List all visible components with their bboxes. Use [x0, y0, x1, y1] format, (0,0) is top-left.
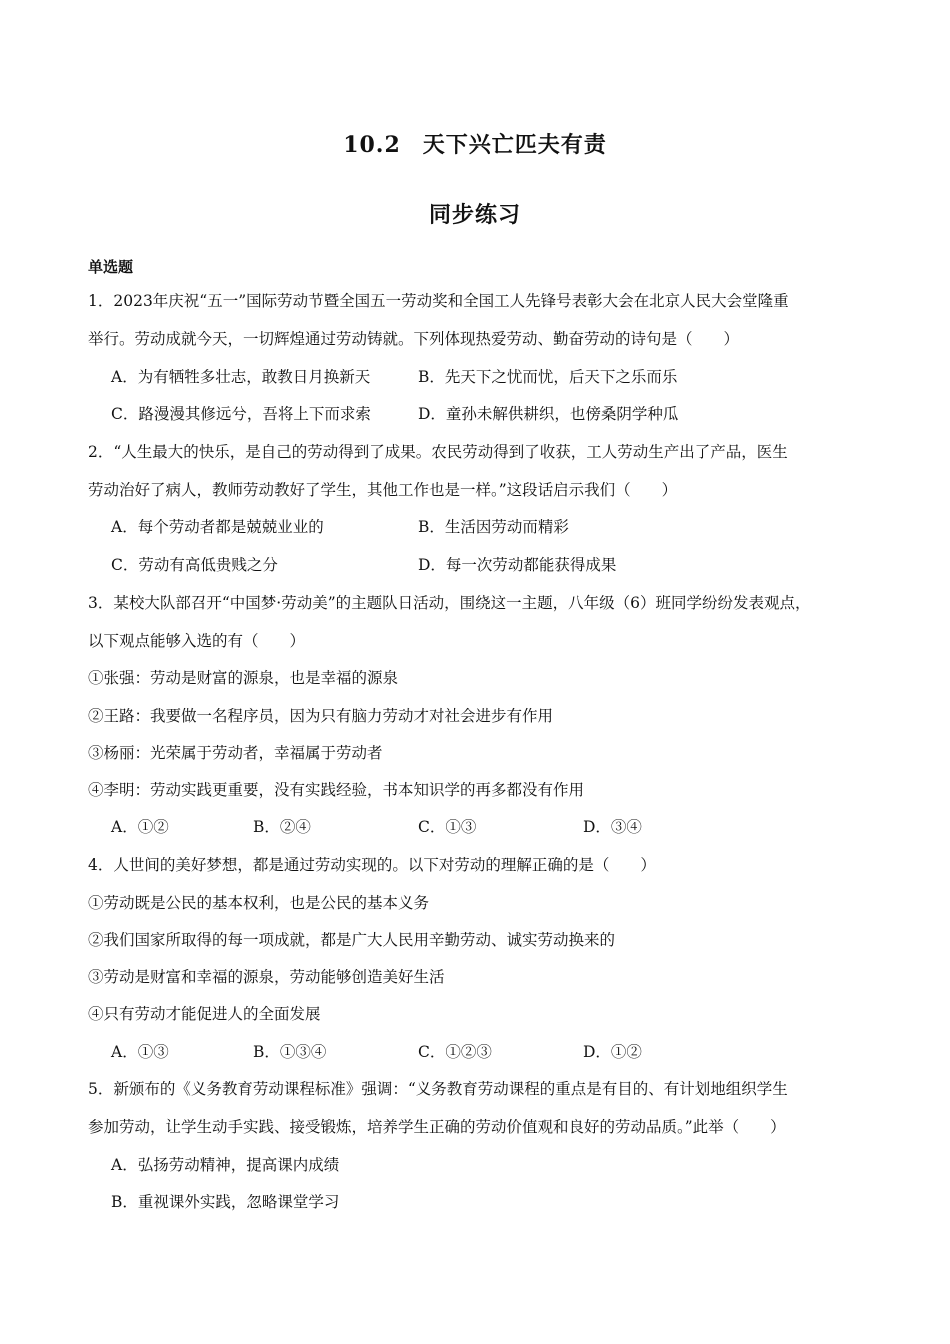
q4-option-b: B．①③④	[253, 1043, 327, 1061]
q5-option-b: B．重视课外实践，忽略课堂学习	[111, 1193, 340, 1211]
q3-item-4: ④李明：劳动实践更重要，没有实践经验，书本知识学的再多都没有作用	[88, 781, 585, 799]
q5-stem-line-1: 5．新颁布的《义务教育劳动课程标准》强调：“义务教育劳动课程的重点是有目的、有计划地组织学生	[88, 1080, 788, 1098]
title-text: 天下兴亡匹夫有责	[422, 132, 607, 158]
q4-option-c: C．①②③	[418, 1043, 492, 1061]
q2-option-d: D．每一次劳动都能获得成果	[418, 556, 617, 574]
q1-option-c: C．路漫漫其修远兮，吾将上下而求索	[111, 405, 371, 423]
q2-stem-line-2: 劳动治好了病人，教师劳动教好了学生，其他工作也是一样。”这段话启示我们（ ）	[88, 481, 678, 499]
q3-item-3: ③杨丽：光荣属于劳动者，幸福属于劳动者	[88, 744, 383, 762]
q2-option-a: A．每个劳动者都是兢兢业业的	[111, 518, 324, 536]
page-title	[0, 128, 950, 159]
section-label: 单选题	[88, 258, 134, 276]
q2-option-c: C．劳动有高低贵贱之分	[111, 556, 278, 574]
q1-stem-line-1: 1．2023年庆祝“五一”国际劳动节暨全国五一劳动奖和全国工人先锋号表彰大会在北京人民大会堂隆重	[88, 292, 789, 310]
q1-option-a: A．为有牺牲多壮志，敢教日月换新天	[111, 368, 371, 386]
q5-stem-line-2: 参加劳动，让学生动手实践、接受锻炼，培养学生正确的劳动价值观和良好的劳动品质。”此举（ ）	[88, 1118, 786, 1136]
q1-stem-line-2: 举行。劳动成就今天，一切辉煌通过劳动铸就。下列体现热爱劳动、勤奋劳动的诗句是（ ）	[88, 330, 740, 348]
q3-stem-line-1: 3．某校大队部召开“中国梦·劳动美”的主题队日活动，围绕这一主题，八年级（6）班同学纷纷发表观点，	[88, 594, 811, 612]
q3-option-d: D．③④	[583, 818, 642, 836]
q2-option-b: B．生活因劳动而精彩	[418, 518, 569, 536]
q3-option-b: B．②④	[253, 818, 311, 836]
q3-option-c: C．①③	[418, 818, 477, 836]
q5-option-a: A．弘扬劳动精神，提高课内成绩	[111, 1156, 340, 1174]
q4-item-2: ②我们国家所取得的每一项成就，都是广大人民用辛勤劳动、诚实劳动换来的	[88, 931, 616, 949]
q1-option-d: D．童孙未解供耕织，也傍桑阴学种瓜	[418, 405, 679, 423]
q3-item-1: ①张强：劳动是财富的源泉，也是幸福的源泉	[88, 669, 399, 687]
q4-option-a: A．①③	[111, 1043, 169, 1061]
q3-option-a: A．①②	[111, 818, 169, 836]
q2-stem-line-1: 2．“人生最大的快乐，是自己的劳动得到了成果。农民劳动得到了收获，工人劳动生产出了产品，医生	[88, 443, 788, 461]
q3-stem-line-2: 以下观点能够入选的有（ ）	[88, 632, 306, 650]
title-number: 10.2	[343, 132, 401, 158]
q4-item-1: ①劳动既是公民的基本权利，也是公民的基本义务	[88, 894, 430, 912]
q4-option-d: D．①②	[583, 1043, 642, 1061]
q1-option-b: B．先天下之忧而忧，后天下之乐而乐	[418, 368, 678, 386]
page-subtitle: 同步练习	[428, 202, 521, 228]
q3-item-2: ②王路：我要做一名程序员，因为只有脑力劳动才对社会进步有作用	[88, 707, 554, 725]
q4-stem-line-1: 4．人世间的美好梦想，都是通过劳动实现的。以下对劳动的理解正确的是（ ）	[88, 856, 656, 874]
q4-item-3: ③劳动是财富和幸福的源泉，劳动能够创造美好生活	[88, 968, 445, 986]
q4-item-4: ④只有劳动才能促进人的全面发展	[88, 1005, 321, 1023]
